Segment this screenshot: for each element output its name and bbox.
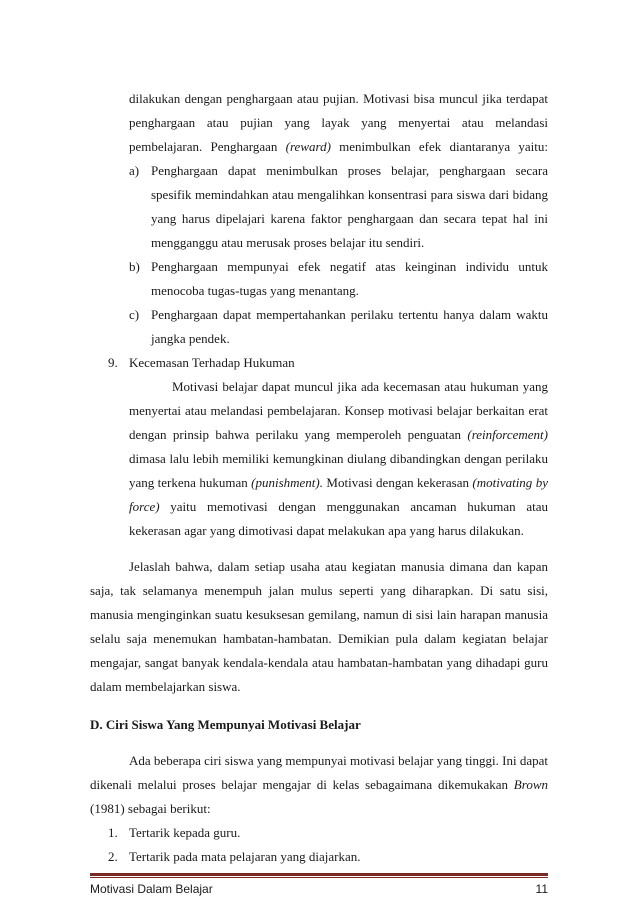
footer-title: Motivasi Dalam Belajar bbox=[90, 882, 213, 896]
page-number: 11 bbox=[535, 882, 548, 896]
section-heading: D. Ciri Siswa Yang Mempunyai Motivasi Belajar bbox=[90, 717, 361, 732]
list-number: 1. bbox=[108, 825, 118, 840]
body-line: Ada beberapa ciri siswa yang mempunyai motivasi belajar yang tinggi. Ini dapat bbox=[129, 753, 548, 768]
item-9-line: Motivasi belajar dapat muncul jika ada kecemasan atau hukuman yang bbox=[172, 379, 548, 394]
body-line: mengajar, sangat banyak kendala-kendala atau hambatan-hambatan yang dihadapi guru bbox=[90, 655, 548, 670]
list-item-a-line: yang harus dipelajari karena faktor penghargaan dan secara tepat hal ini bbox=[151, 211, 548, 226]
footer-rule-thin bbox=[90, 877, 548, 878]
list-item: Tertarik pada mata pelajaran yang diajarkan. bbox=[129, 849, 361, 864]
body-line: dalam membelajarkan siswa. bbox=[90, 679, 241, 694]
list-item-a-line: Penghargaan dapat menimbulkan proses belajar, penghargaan secara bbox=[151, 163, 548, 178]
list-item-c-line: jangka pendek. bbox=[151, 331, 230, 346]
item-9-line: force) yaitu memotivasi dengan menggunakan ancaman hukuman atau bbox=[129, 499, 548, 514]
item-9-number: 9. bbox=[108, 355, 118, 370]
body-line: selalu saja menemukan hambatan-hambatan. Demikian pula dalam kegiatan belajar bbox=[90, 631, 548, 646]
item-9-line: dengan prinsip bahwa perilaku yang memperoleh penguatan (reinforcement) bbox=[129, 427, 548, 442]
body-line: manusia menginginkan suatu kesuksesan gemilang, namun di sisi lain harapan manusia bbox=[90, 607, 548, 622]
item-9-title: Kecemasan Terhadap Hukuman bbox=[129, 355, 295, 370]
list-item-a-line: mengganggu atau merusak proses belajar itu sendiri. bbox=[151, 235, 425, 250]
list-item-c-line: Penghargaan dapat mempertahankan perilaku tertentu hanya dalam waktu bbox=[151, 307, 548, 322]
footer-rule bbox=[90, 873, 548, 876]
body-line: penghargaan atau pujian yang layak yang menyertai atau melandasi bbox=[129, 115, 548, 130]
list-item-b-line: menocoba tugas-tugas yang menantang. bbox=[151, 283, 359, 298]
item-9-line: dimasa lalu lebih memiliki kemungkinan diulang dibandingkan dengan perilaku bbox=[129, 451, 548, 466]
list-label-b: b) bbox=[129, 259, 140, 274]
list-label-a: a) bbox=[129, 163, 140, 178]
body-line: Jelaslah bahwa, dalam setiap usaha atau kegiatan manusia dimana dan kapan bbox=[129, 559, 548, 574]
list-number: 2. bbox=[108, 849, 118, 864]
list-item-b-line: Penghargaan mempunyai efek negatif atas keinginan individu untuk bbox=[151, 259, 548, 274]
item-9-line: kekerasan agar yang dimotivasi dapat melakukan apa yang harus dilakukan. bbox=[129, 523, 524, 538]
list-label-c: c) bbox=[129, 307, 140, 322]
body-line: saja, tak selamanya menempuh jalan mulus seperti yang diharapkan. Di satu sisi, bbox=[90, 583, 548, 598]
item-9-line: menyertai atau melandasi pembelajaran. Konsep motivasi belajar berkaitan erat bbox=[129, 403, 548, 418]
list-item: Tertarik kepada guru. bbox=[129, 825, 241, 840]
body-line: dilakukan dengan penghargaan atau pujian. Motivasi bisa muncul jika terdapat bbox=[129, 91, 548, 106]
body-line: pembelajaran. Penghargaan (reward) menimbulkan efek diantaranya yaitu: bbox=[129, 139, 548, 154]
body-line: dikenali melalui proses belajar mengajar di kelas sebagaimana dikemukakan Brown bbox=[90, 777, 548, 792]
list-item-a-line: spesifik memindahkan atau mengalihkan konsentrasi para siswa dari bidang bbox=[151, 187, 548, 202]
item-9-line: yang terkena hukuman (punishment). Motivasi dengan kekerasan (motivating by bbox=[129, 475, 548, 490]
body-line: (1981) sebagai berikut: bbox=[90, 801, 211, 816]
